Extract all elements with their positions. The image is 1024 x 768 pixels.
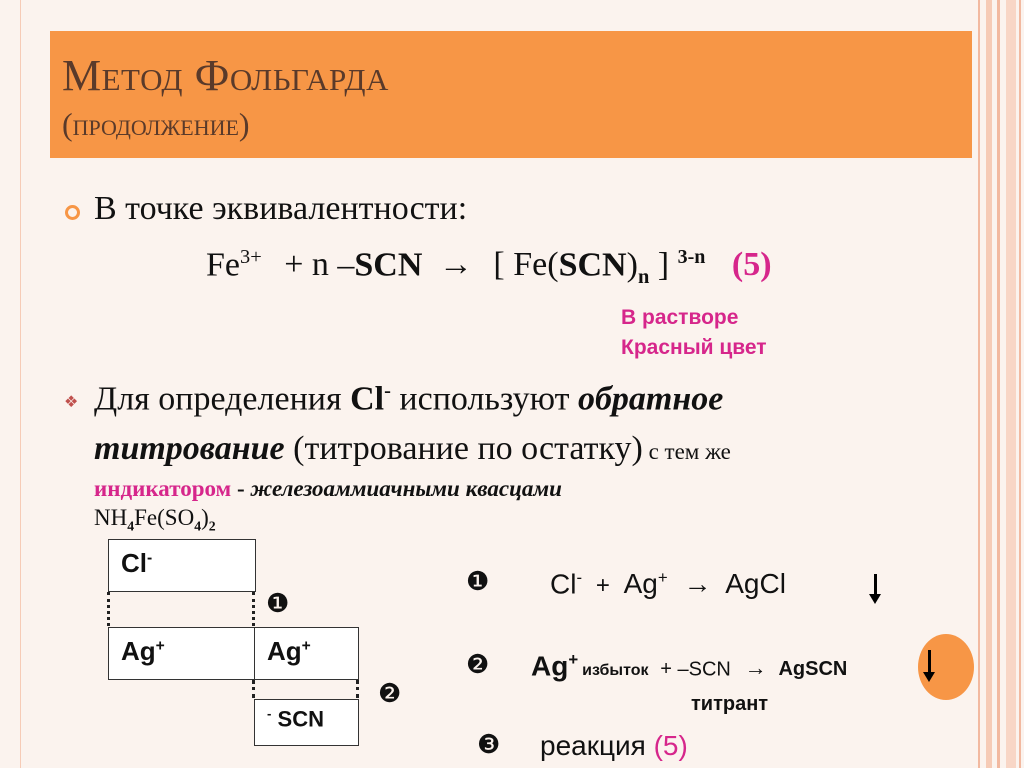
r2-ag-charge: +	[568, 650, 579, 669]
box-ag2-charge: +	[301, 637, 311, 655]
eq-arrow: →	[438, 246, 473, 284]
reaction-3-marker-icon: ❸	[477, 730, 501, 760]
p2-bold-italic-1: обратное	[577, 380, 724, 418]
marker-2-icon: ❷	[378, 679, 402, 709]
decor-stripe	[20, 0, 21, 768]
reaction-2	[531, 650, 847, 682]
p2-bold-text: железоаммиачными квасцами	[250, 476, 562, 501]
slide-title: Метод Фольгарда	[62, 51, 389, 100]
r2-scn: SCN	[688, 658, 731, 681]
titrant-label: титрант	[691, 693, 769, 715]
r3-number: (5)	[653, 730, 688, 761]
p2-text-a: Для определения	[94, 380, 351, 418]
p2-text-e: -	[231, 476, 251, 501]
precipitate-arrow-head-icon	[869, 594, 881, 604]
eq-scn: SCN	[354, 246, 423, 284]
eq-scn2: SCN	[558, 246, 627, 284]
eq-fe-charge: 3+	[240, 246, 262, 268]
decor-stripe	[997, 0, 1000, 768]
eq-bracket-close: ]	[649, 246, 670, 284]
p2-text-c: (титрование по остатку)	[284, 430, 643, 467]
bullet-circle-icon	[65, 205, 80, 220]
r2-plus: +	[660, 658, 678, 681]
box-scn	[254, 699, 359, 746]
r1-cl-charge: -	[576, 568, 583, 587]
point2-formula	[94, 505, 216, 535]
box-ag-right	[254, 627, 359, 680]
f-sub2: 4	[194, 518, 202, 534]
note-in-solution: В растворе	[621, 306, 739, 329]
f-sub3: 2	[208, 518, 216, 534]
r2-minus: –	[677, 658, 689, 681]
box-ag1-text: Ag	[121, 636, 156, 666]
r2-excess: избыток	[582, 662, 649, 680]
eq-bracket-open: [ Fe(	[493, 246, 559, 284]
eq-charge: 3-n	[677, 246, 706, 268]
box-cl-text: Cl	[121, 548, 147, 578]
p2-text-b: используют	[390, 380, 578, 418]
point2-line2	[94, 430, 731, 468]
box-scn-minus: -	[267, 706, 272, 721]
r2-product: AgSCN	[778, 658, 848, 681]
slide-subtitle: (продолжение)	[62, 106, 250, 142]
eq-plus-n: + n	[284, 246, 338, 284]
r1-plus: +	[595, 572, 610, 600]
f-a: NH	[94, 505, 128, 530]
dotted-line	[252, 680, 255, 698]
reaction-3	[540, 730, 688, 762]
box-ag1-charge: +	[155, 637, 165, 655]
eq-close: )	[626, 246, 638, 284]
r2-arrow: →	[744, 655, 767, 681]
decor-stripe	[1006, 0, 1016, 768]
r1-ag-charge: +	[657, 568, 668, 587]
r1-product: AgCl	[725, 568, 786, 600]
reaction-1-marker-icon: ❶	[466, 567, 490, 597]
precipitate-arrow-icon	[874, 574, 877, 596]
p2-text-d: с тем же	[642, 439, 731, 464]
box-ag-left-label	[121, 636, 165, 667]
eq-fe: Fe	[206, 246, 240, 284]
p2-indicator: индикатором	[94, 476, 232, 501]
r3-text: реакция	[540, 730, 654, 761]
box-ag2-text: Ag	[267, 636, 302, 666]
equation-fe-scn	[206, 246, 772, 289]
point2-line1	[94, 380, 723, 418]
r1-cl: Cl	[550, 568, 577, 600]
eq-n-sub: n	[637, 266, 650, 289]
box-scn-label	[267, 706, 324, 732]
orange-circle-decor	[918, 634, 974, 700]
eq-number: (5)	[731, 246, 772, 284]
box-cl	[108, 539, 256, 592]
bullet-diamond-icon: ❖	[64, 392, 79, 411]
f-b: Fe(SO	[134, 505, 195, 530]
point1-text: В точке эквивалентности:	[94, 190, 468, 227]
box-cl-label	[121, 548, 152, 579]
reaction-1	[550, 568, 786, 600]
box-ag-right-label	[267, 636, 311, 667]
eq-minus: –	[337, 246, 355, 284]
marker-1-icon: ❶	[266, 589, 290, 619]
precipitate-arrow-icon	[928, 650, 931, 674]
decor-stripe	[986, 0, 992, 768]
f-sub1: 4	[127, 518, 135, 534]
dotted-line	[252, 592, 255, 626]
r2-ag: Ag	[531, 650, 569, 682]
p2-cl: Cl	[350, 380, 385, 418]
f-c: )	[201, 505, 209, 530]
precipitate-arrow-head-icon	[923, 672, 935, 682]
dotted-line	[356, 680, 359, 698]
note-red-color: Красный цвет	[621, 336, 767, 359]
box-scn-text: SCN	[271, 706, 324, 732]
reaction-2-marker-icon: ❷	[466, 650, 490, 680]
box-cl-charge: -	[147, 549, 153, 567]
dotted-line	[107, 592, 110, 626]
r1-ag: Ag	[623, 568, 658, 600]
p2-bold-italic-2: титрование	[94, 430, 285, 467]
p2-cl-charge: -	[384, 380, 391, 402]
decor-stripe	[978, 0, 980, 768]
decor-stripe	[1019, 0, 1021, 768]
r1-arrow: →	[683, 568, 712, 600]
point2-line3	[94, 476, 562, 502]
box-ag-left	[108, 627, 256, 680]
